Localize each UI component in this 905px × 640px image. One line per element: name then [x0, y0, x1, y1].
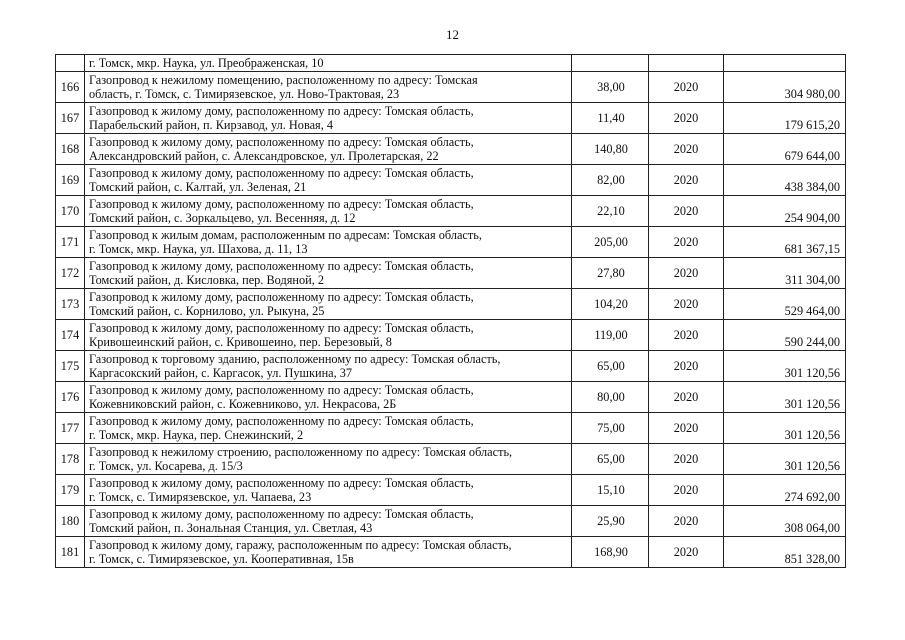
- table-body: [56, 55, 846, 568]
- table-row: [56, 165, 846, 196]
- description-line-2: область, г. Томск, с. Тимирязевское, ул. Ново-Трактовая, 23: [89, 87, 400, 101]
- row-number-cell: 169: [56, 165, 85, 196]
- year-cell: 2020: [649, 289, 724, 320]
- description-line-2: г. Томск, мкр. Наука, ул. Шахова, д. 11, 13: [89, 242, 308, 256]
- table-row-continued: [56, 55, 846, 72]
- description-line-1: Газопровод к жилому дому, расположенному по адресу: Томская область,: [89, 321, 474, 335]
- description-cell: [85, 103, 572, 134]
- table-row: [56, 382, 846, 413]
- assets-table: [55, 54, 846, 568]
- length-cell: 104,20: [572, 289, 649, 320]
- description-line-2: Томский район, с. Корнилово, ул. Рыкуна, 25: [89, 304, 325, 318]
- table-row: [56, 227, 846, 258]
- description-line-2: Томский район, с. Зоркальцево, ул. Весенняя, д. 12: [89, 211, 356, 225]
- cost-cell: 254 904,00: [724, 196, 846, 227]
- cost-cell: 274 692,00: [724, 475, 846, 506]
- description-line-1: Газопровод к жилому дому, гаражу, расположенным по адресу: Томская область,: [89, 538, 512, 552]
- year-cell: 2020: [649, 382, 724, 413]
- row-number-cell: 176: [56, 382, 85, 413]
- row-number-cell: 166: [56, 72, 85, 103]
- description-line-1: Газопровод к жилому дому, расположенному по адресу: Томская область,: [89, 414, 474, 428]
- length-cell: 75,00: [572, 413, 649, 444]
- description-line-2: г. Томск, с. Тимирязевское, ул. Чапаева, 23: [89, 490, 312, 504]
- description-line-1: Газопровод к жилому дому, расположенному по адресу: Томская область,: [89, 476, 474, 490]
- description-line-2: Томский район, д. Кисловка, пер. Водяной, 2: [89, 273, 324, 287]
- table-row: [56, 320, 846, 351]
- year-cell: 2020: [649, 351, 724, 382]
- cost-cell: 590 244,00: [724, 320, 846, 351]
- description-line-1: Газопровод к жилому дому, расположенному по адресу: Томская область,: [89, 166, 474, 180]
- row-number-cell: 170: [56, 196, 85, 227]
- description-line-1: Газопровод к жилому дому, расположенному по адресу: Томская область,: [89, 104, 474, 118]
- description-cell: [85, 444, 572, 475]
- description-line-1: Газопровод к жилому дому, расположенному по адресу: Томская область,: [89, 290, 474, 304]
- length-cell: 22,10: [572, 196, 649, 227]
- table-row: [56, 506, 846, 537]
- table-row: [56, 351, 846, 382]
- description-line-2: Кожевниковский район, с. Кожевниково, ул. Некрасова, 2Б: [89, 397, 397, 411]
- year-cell: 2020: [649, 72, 724, 103]
- cost-cell: 301 120,56: [724, 351, 846, 382]
- length-cell: 27,80: [572, 258, 649, 289]
- year-cell: 2020: [649, 475, 724, 506]
- year-cell: 2020: [649, 227, 724, 258]
- length-cell: 25,90: [572, 506, 649, 537]
- cost-cell: 301 120,56: [724, 413, 846, 444]
- year-cell: 2020: [649, 537, 724, 568]
- description-line-1: Газопровод к жилому дому, расположенному по адресу: Томская область,: [89, 383, 474, 397]
- length-cell: 38,00: [572, 72, 649, 103]
- length-cell: 168,90: [572, 537, 649, 568]
- year-cell: 2020: [649, 165, 724, 196]
- description-cell: [85, 351, 572, 382]
- length-cell: 205,00: [572, 227, 649, 258]
- length-cell: 11,40: [572, 103, 649, 134]
- table-row: [56, 134, 846, 165]
- cost-cell: 311 304,00: [724, 258, 846, 289]
- row-number-cell: 171: [56, 227, 85, 258]
- length-cell: 82,00: [572, 165, 649, 196]
- length-cell: 140,80: [572, 134, 649, 165]
- description-line-1: Газопровод к жилым домам, расположенным по адресам: Томская область,: [89, 228, 482, 242]
- description-line-2: Парабельский район, п. Кирзавод, ул. Новая, 4: [89, 118, 333, 132]
- length-cell: 15,10: [572, 475, 649, 506]
- description-line-1: Газопровод к торговому зданию, расположенному по адресу: Томская область,: [89, 352, 501, 366]
- description-cell: [85, 289, 572, 320]
- table-row: [56, 289, 846, 320]
- description-line-1: Газопровод к жилому дому, расположенному по адресу: Томская область,: [89, 507, 474, 521]
- description-line-2: Каргасокский район, с. Каргасок, ул. Пушкина, 37: [89, 366, 353, 380]
- row-number-cell: 174: [56, 320, 85, 351]
- row-number-cell: 178: [56, 444, 85, 475]
- row-number-cell: 167: [56, 103, 85, 134]
- year-cell: 2020: [649, 196, 724, 227]
- description-line-2: г. Томск, с. Тимирязевское, ул. Кооперативная, 15в: [89, 552, 354, 566]
- cost-cell: 179 615,20: [724, 103, 846, 134]
- row-number-cell: 179: [56, 475, 85, 506]
- cost-cell: 438 384,00: [724, 165, 846, 196]
- description-line-2: Томский район, п. Зональная Станция, ул. Светлая, 43: [89, 521, 373, 535]
- cost-cell: 851 328,00: [724, 537, 846, 568]
- description-cell: г. Томск, мкр. Наука, ул. Преображенская, 10: [85, 55, 572, 72]
- length-cell: [572, 55, 649, 72]
- description-line-1: Газопровод к жилому дому, расположенному по адресу: Томская область,: [89, 259, 474, 273]
- description-cell: [85, 413, 572, 444]
- year-cell: 2020: [649, 506, 724, 537]
- row-number-cell: 175: [56, 351, 85, 382]
- row-number-cell: 181: [56, 537, 85, 568]
- description-cell: [85, 134, 572, 165]
- year-cell: 2020: [649, 413, 724, 444]
- length-cell: 65,00: [572, 444, 649, 475]
- description-cell: [85, 165, 572, 196]
- cost-cell: 529 464,00: [724, 289, 846, 320]
- year-cell: 2020: [649, 320, 724, 351]
- table-row: [56, 72, 846, 103]
- description-line-1: Газопровод к жилому дому, расположенному по адресу: Томская область,: [89, 135, 474, 149]
- length-cell: 80,00: [572, 382, 649, 413]
- row-number-cell: 172: [56, 258, 85, 289]
- table-row: [56, 258, 846, 289]
- description-line-2: г. Томск, ул. Косарева, д. 15/3: [89, 459, 243, 473]
- row-number-cell: 168: [56, 134, 85, 165]
- cost-cell: 301 120,56: [724, 382, 846, 413]
- cost-cell: 301 120,56: [724, 444, 846, 475]
- page-number: 12: [446, 27, 459, 42]
- description-line-2: Томский район, с. Калтай, ул. Зеленая, 21: [89, 180, 307, 194]
- description-line-1: Газопровод к нежилому помещению, расположенному по адресу: Томская: [89, 73, 478, 87]
- length-cell: 65,00: [572, 351, 649, 382]
- description-cell: [85, 258, 572, 289]
- year-cell: 2020: [649, 103, 724, 134]
- row-number-cell: [56, 55, 85, 72]
- year-cell: 2020: [649, 134, 724, 165]
- length-cell: 119,00: [572, 320, 649, 351]
- cost-cell: 681 367,15: [724, 227, 846, 258]
- table-row: [56, 475, 846, 506]
- description-line-2: Александровский район, с. Александровское, ул. Пролетарская, 22: [89, 149, 439, 163]
- table-row: [56, 103, 846, 134]
- description-cell: [85, 227, 572, 258]
- year-cell: 2020: [649, 258, 724, 289]
- row-number-cell: 180: [56, 506, 85, 537]
- description-line-2: Кривошеинский район, с. Кривошеино, пер. Березовый, 8: [89, 335, 392, 349]
- cost-cell: [724, 55, 846, 72]
- description-cell: [85, 72, 572, 103]
- table-row: [56, 444, 846, 475]
- description-cell: [85, 475, 572, 506]
- cost-cell: 679 644,00: [724, 134, 846, 165]
- cost-cell: 308 064,00: [724, 506, 846, 537]
- table-row: [56, 537, 846, 568]
- row-number-cell: 173: [56, 289, 85, 320]
- year-cell: 2020: [649, 444, 724, 475]
- description-line-2: г. Томск, мкр. Наука, пер. Снежинский, 2: [89, 428, 304, 442]
- description-cell: [85, 537, 572, 568]
- row-number-cell: 177: [56, 413, 85, 444]
- description-cell: [85, 320, 572, 351]
- cost-cell: 304 980,00: [724, 72, 846, 103]
- description-line-1: Газопровод к жилому дому, расположенному по адресу: Томская область,: [89, 197, 474, 211]
- table-row: [56, 196, 846, 227]
- table-row: [56, 413, 846, 444]
- description-line-1: Газопровод к нежилому строению, расположенному по адресу: Томская область,: [89, 445, 513, 459]
- description-cell: [85, 196, 572, 227]
- description-cell: [85, 382, 572, 413]
- year-cell: [649, 55, 724, 72]
- description-cell: [85, 506, 572, 537]
